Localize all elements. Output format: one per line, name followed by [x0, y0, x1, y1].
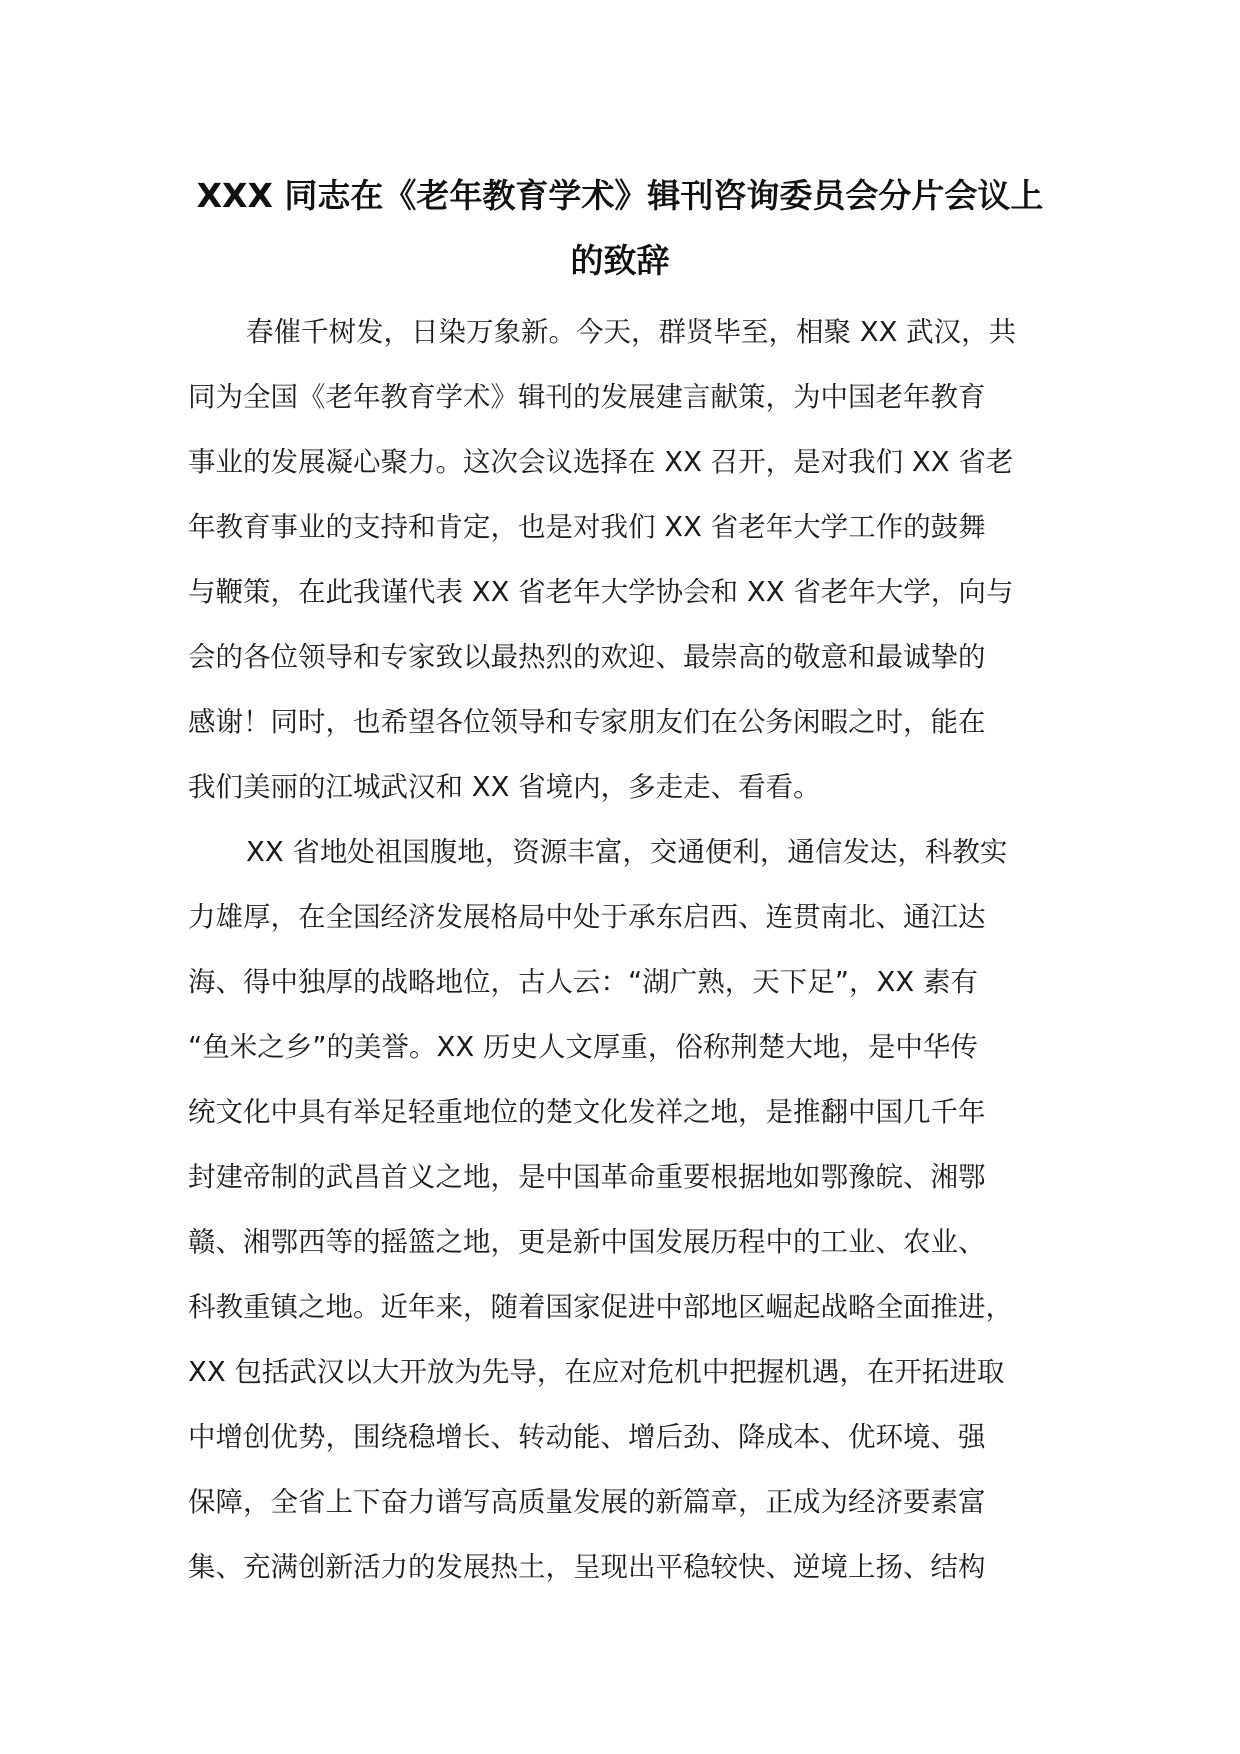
- text-line: 同为全国《老年教育学术》辑刊的发展建言献策，为中国老年教育: [188, 381, 986, 413]
- text-line: 年教育事业的支持和肯定，也是对我们 XX 省老年大学工作的鼓舞: [188, 511, 986, 543]
- text-line: 感谢！同时，也希望各位领导和专家朋友们在公务闲暇之时，能在: [188, 706, 986, 738]
- text-line: 事业的发展凝心聚力。这次会议选择在 XX 召开，是对我们 XX 省老: [188, 446, 1014, 478]
- text-line: 统文化中具有举足轻重地位的楚文化发祥之地，是推翻中国几千年: [188, 1096, 986, 1128]
- text-line: 保障，全省上下奋力谱写高质量发展的新篇章，正成为经济要素富: [188, 1486, 986, 1518]
- text-line: 封建帝制的武昌首义之地，是中国革命重要根据地如鄂豫皖、湘鄂: [188, 1161, 986, 1193]
- paragraph: [188, 820, 1088, 1600]
- text-line: XX 包括武汉以大开放为先导，在应对危机中把握机遇，在开拓进取: [188, 1356, 1005, 1388]
- document-body: [188, 300, 1088, 1600]
- text-line: “鱼米之乡”的美誉。XX 历史人文厚重，俗称荆楚大地，是中华传: [188, 1031, 978, 1063]
- text-line: 力雄厚，在全国经济发展格局中处于承东启西、连贯南北、通江达: [188, 901, 986, 933]
- text-line: 中增创优势，围绕稳增长、转动能、增后劲、降成本、优环境、强: [188, 1421, 986, 1453]
- text-line: 科教重镇之地。近年来，随着国家促进中部地区崛起战略全面推进，: [188, 1291, 1013, 1323]
- text-line: 赣、湘鄂西等的摇篮之地，更是新中国发展历程中的工业、农业、: [188, 1226, 986, 1258]
- title-line: XXX 同志在《老年教育学术》辑刊咨询委员会分片会议上: [196, 176, 1044, 215]
- text-line: XX 省地处祖国腹地，资源丰富，交通便利，通信发达，科教实: [246, 836, 1008, 868]
- text-line: 与鞭策，在此我谨代表 XX 省老年大学协会和 XX 省老年大学，向与: [188, 576, 1014, 608]
- text-line: 海、得中独厚的战略地位，古人云：“湖广熟，天下足”，XX 素有: [188, 966, 978, 998]
- title-line: 的致辞: [570, 241, 670, 280]
- paragraph: [188, 300, 1088, 820]
- text-line: 春催千树发，日染万象新。今天，群贤毕至，相聚 XX 武汉，共: [246, 316, 1017, 348]
- text-line: 我们美丽的江城武汉和 XX 省境内，多走走、看看。: [188, 771, 821, 803]
- text-line: 会的各位领导和专家致以最热烈的欢迎、最崇高的敬意和最诚挚的: [188, 641, 986, 673]
- text-line: 集、充满创新活力的发展热土，呈现出平稳较快、逆境上扬、结构: [188, 1551, 986, 1583]
- document-title: [170, 163, 1070, 293]
